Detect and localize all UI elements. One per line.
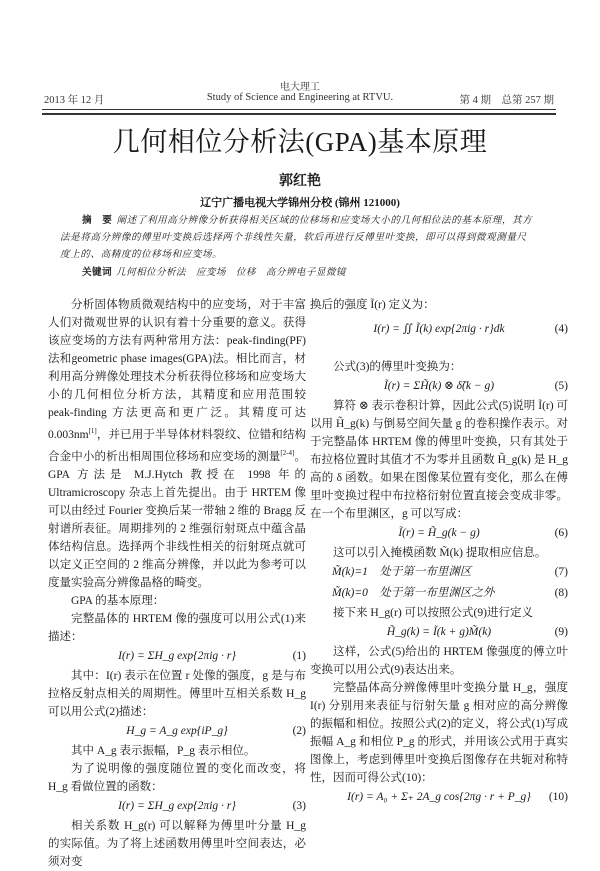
equation-8: M̃(k)=0 处于第一布里渊区之外 (8) [332,587,568,599]
keywords [82,264,346,278]
abstract-label: 摘 要 [82,215,113,226]
author-name: 郭红艳 [279,174,321,189]
paragraph: 接下来 H_g(r) 可以按照公式(9)进行定义 [333,607,533,619]
paragraph: 相关系数 H_g(r) 可以解释为傅里叶分量 H_g 的实际值。为了将上述函数用傅里叶空间表达，必须对变 [48,819,306,868]
issue-date: 2013 年 12 月 [44,95,105,106]
keywords-text: 几何相位分析法 应变场 位移 高分辨电子显微镜 [115,267,346,278]
equation-3: I(r) = ΣH_g exp{2πig · r} (3) [118,799,306,812]
paragraph: 完整晶体高分辨像傅里叶变换分量 H_g，强度 I(r) 分别用来表征与衍射矢量 g 相对应的高分辨像的振幅和相位。按照公式(2)的定义，将公式(1)写成振幅 A_g 和相位 P_g 的形式，并用该公式用于真实图像上，考虑到傅里叶变换后图像存在共轭对称特性，因而可得公式(10)： [310,682,568,784]
equation-5: Ĩ(r) = ΣH̃(k) ⊗ δ̃(k − g) (5) [383,380,568,392]
journal-name-cn: 电大理工 [280,82,320,93]
issue-number: 第 4 期 总第 257 期 [459,95,554,106]
journal-name-en: Study of Science and Engineering at RTVU. [206,92,394,103]
paragraph: 这可以引入掩模函数 M̃(k) 提取相应信息。 [333,547,547,559]
keywords-label: 关键词 [82,267,112,278]
citation: [1] [88,427,97,435]
equation-6: Ĩ(r) = H̃_g(k − g) (6) [398,527,568,539]
paragraph: 为了说明像的强度随位置的变化而改变，将 H_g 看做位置的函数： [48,762,306,793]
paragraph: 其中：I(r) 表示在位置 r 处像的强度，g 是与布拉格反射点相关的周期性。傅里叶互相关系数 H_g 可以用公式(2)描述： [48,669,306,718]
citation: [2-4] [280,448,295,457]
paragraph: 完整晶体的 HRTEM 像的强度可以用公式(1)来描述： [48,612,306,643]
header-rule-thick [42,113,556,115]
section-heading: GPA 的基本原理： [71,594,165,607]
paragraph: 其中 A_g 表示振幅，P_g 表示相位。 [71,744,256,757]
paragraph: 公式(3)的傅里叶变换为： [333,361,462,373]
equation-7: M̃(k)=1 处于第一布里渊区 (7) [332,566,568,578]
equation-2: H_g = A_g exp{iP_g} (2) [126,724,306,737]
equation-4: I(r) = ∬ Ĩ(k) exp{2πig · r}dk (4) [373,323,568,335]
equation-10: I(r) = A₀ + Σ₊ 2A_g cos{2πg · r + P_g} (10) [347,791,568,803]
abstract-text: 阐述了利用高分辨像分析获得相关区域的位移场和应变场大小的几何相位法的基本原理，其方法是将高分辨像的傅里叶变换后选择两个非线性矢量，软后再进行反傅里叶变换，即可以得到微观测量尺度上的、高精度的位移场和应变场。 [60,215,533,260]
header-rule [42,109,556,110]
left-column [48,296,306,871]
paragraph: 换后的强度 Ĩ(r) 定义为： [310,299,435,311]
paragraph: 这样，公式(5)给出的 HRTEM 像强度的傅立叶变换可以用公式(9)表达出来。 [310,646,568,676]
abstract [60,212,535,263]
equation-9: H̃_g(k) = Ĩ(k + g)M̃(k) (9) [386,626,568,638]
author-affiliation: 辽宁广播电视大学锦州分校 (锦州 121000) [200,197,400,209]
equation-1: I(r) = ΣH_g exp{2πig · r} (1) [118,649,306,662]
right-column [310,296,568,808]
intro-paragraph: 分析固体物质微观结构中的应变场，对于丰富人们对微观世界的认识有着十分重要的意义。获得该应变场的方法有两种常用方法：peak-finding(PF)法和geometric phase images(GPA)法。相比而言，材利用高分辨像处理技术分析获得位移场和应变场大小的几何相位分析方法，其精度和应用范围较 peak-finding 方法更高和更广泛。其精度可达 0.003nm[1]，并已用于半导体材料裂纹、位错和结构合金中小的析出相周围位移场和应变场的测量[2-4]。GPA 方法是 M.J.Hytch 教授在 1998 年的 Ultramicroscopy 杂志上首先提出。由于 HRTEM 像可以由经过 Fourier 变换后某一带轴 2 维的 Bragg 反射谱所表征。周期排列的 2 维强衍射斑点中蕴含晶体结构信息。选择两个非线性相关的衍射斑点就可以定义正空间的 2 维高分辨像，并以此为参考可以度量实验高分辨像晶格的畸变。 [48,299,307,589]
article-title: 几何相位分析法(GPA)基本原理 [112,127,488,157]
paragraph: 算符 ⊗ 表示卷积计算，因此公式(5)说明 Ĩ(r) 可以用 H̃_g(k) 与倒易空间矢量 g 的卷积操作表示。对于完整晶体 HRTEM 像的傅里叶变换，只有其处于布拉格位置时其值才不为零并且函数 H̃_g(k) 是 H_g 高的 δ 函数。如果在图像某位置有变化，那么在傅里叶变换过程中布拉格衍射位置直接会变成非零。在一个布里渊区，g 可以写成： [310,400,568,520]
